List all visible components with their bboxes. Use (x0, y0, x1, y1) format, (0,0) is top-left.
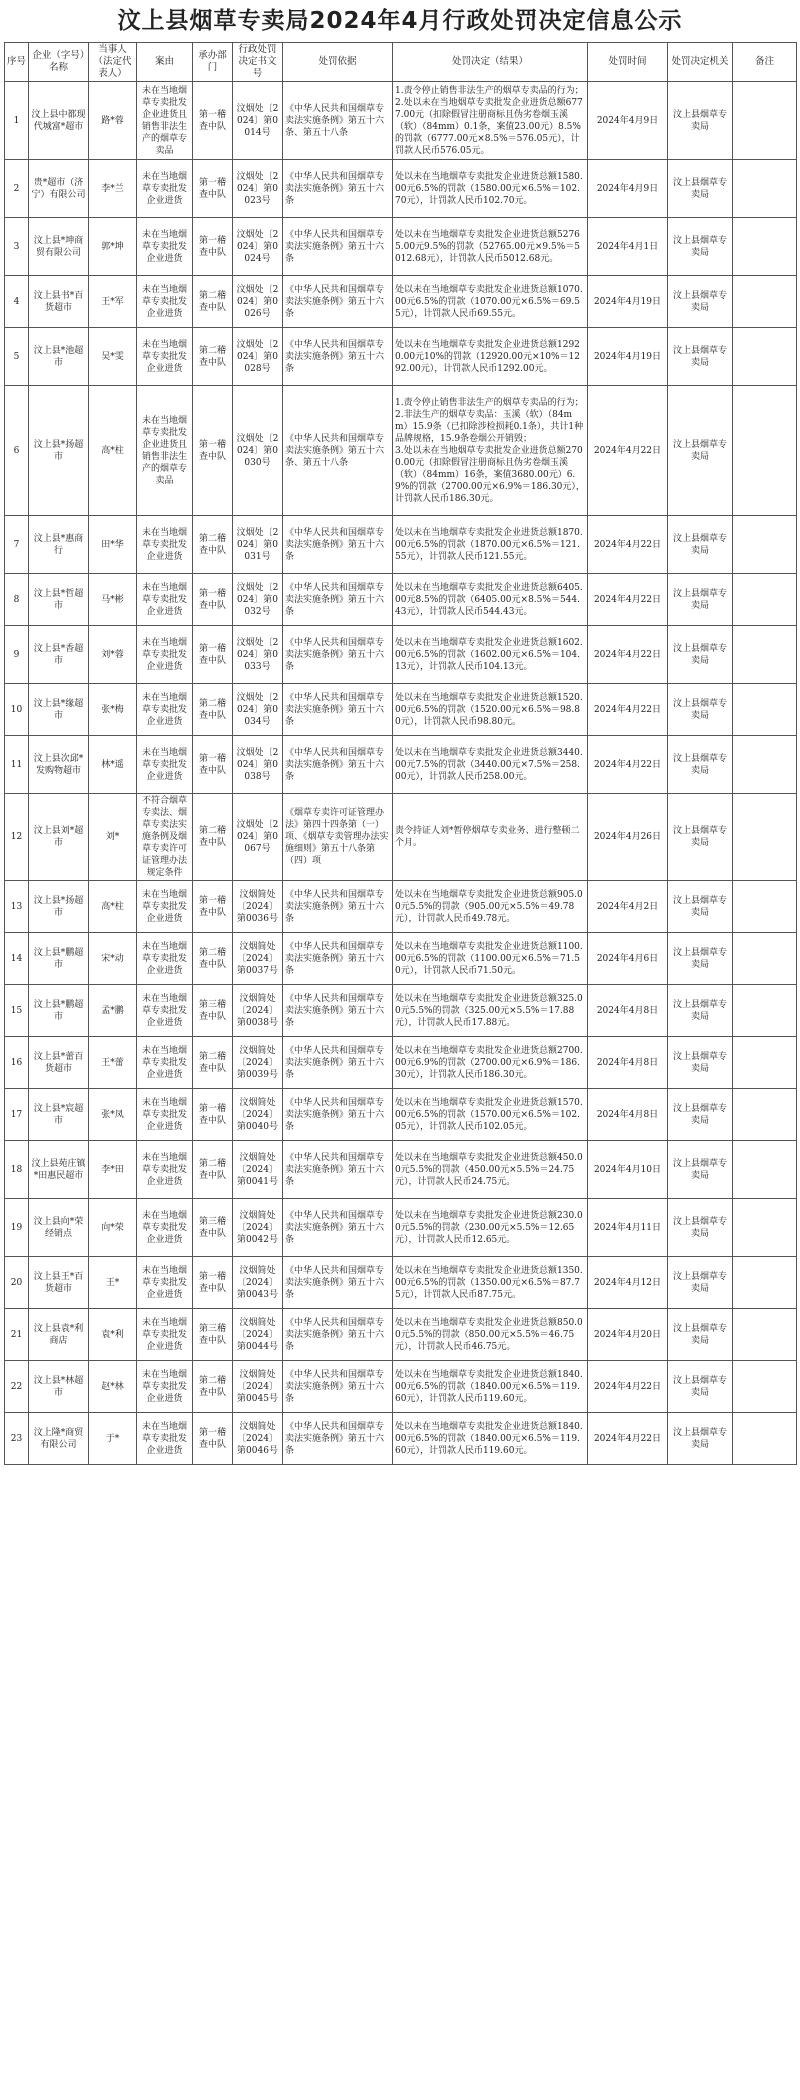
cell-time: 2024年4月22日 (588, 516, 668, 574)
cell-reason: 未在当地烟草专卖批发企业进货 (137, 218, 193, 276)
cell-seq: 5 (5, 328, 29, 386)
cell-party: 孟*鹏 (89, 985, 137, 1037)
table-row (5, 794, 797, 881)
cell-reason: 未在当地烟草专卖批发企业进货 (137, 1089, 193, 1141)
cell-enterprise: 汶上县*池超市 (29, 328, 89, 386)
header-enterprise: 企业（字号）名称 (29, 43, 89, 82)
cell-time: 2024年4月20日 (588, 1309, 668, 1361)
cell-remark (733, 1141, 797, 1199)
cell-time: 2024年4月22日 (588, 574, 668, 626)
cell-authority: 汶上县烟草专卖局 (668, 218, 733, 276)
cell-reason: 未在当地烟草专卖批发企业进货 (137, 574, 193, 626)
cell-dept: 第三稽查中队 (193, 1309, 233, 1361)
cell-remark (733, 1199, 797, 1257)
cell-seq: 7 (5, 516, 29, 574)
cell-seq: 23 (5, 1413, 29, 1465)
cell-doc-no: 汶烟简处〔2024〕第0038号 (233, 985, 283, 1037)
cell-enterprise: 汶上县*林超市 (29, 1361, 89, 1413)
cell-basis: 《中华人民共和国烟草专卖法实施条例》第五十六条 (283, 933, 393, 985)
cell-time: 2024年4月10日 (588, 1141, 668, 1199)
cell-doc-no: 汶烟简处〔2024〕第0036号 (233, 881, 283, 933)
cell-party: 王*蕾 (89, 1037, 137, 1089)
cell-dept: 第二稽查中队 (193, 516, 233, 574)
cell-decision: 处以未在当地烟草专卖批发企业进货总额905.00元5.5%的罚款（905.00元×5.5%＝49.78元），计罚款人民币49.78元。 (393, 881, 588, 933)
cell-time: 2024年4月26日 (588, 794, 668, 881)
cell-dept: 第一稽查中队 (193, 574, 233, 626)
cell-basis: 《中华人民共和国烟草专卖法实施条例》第五十六条 (283, 1199, 393, 1257)
cell-doc-no: 汶烟处〔2024〕第0028号 (233, 328, 283, 386)
cell-remark (733, 794, 797, 881)
cell-authority: 汶上县烟草专卖局 (668, 1089, 733, 1141)
cell-time: 2024年4月22日 (588, 1413, 668, 1465)
cell-seq: 12 (5, 794, 29, 881)
cell-authority: 汶上县烟草专卖局 (668, 386, 733, 516)
penalty-table (4, 42, 797, 1465)
cell-seq: 20 (5, 1257, 29, 1309)
cell-authority: 汶上县烟草专卖局 (668, 626, 733, 684)
table-row (5, 1309, 797, 1361)
cell-enterprise: 汶上县刘*超市 (29, 794, 89, 881)
cell-decision: 处以未在当地烟草专卖批发企业进货总额450.00元5.5%的罚款（450.00元×5.5%＝24.75元），计罚款人民币24.75元。 (393, 1141, 588, 1199)
cell-basis: 《中华人民共和国烟草专卖法实施条例》第五十六条 (283, 276, 393, 328)
cell-remark (733, 82, 797, 160)
cell-dept: 第一稽查中队 (193, 386, 233, 516)
cell-seq: 16 (5, 1037, 29, 1089)
cell-doc-no: 汶烟简处〔2024〕第0039号 (233, 1037, 283, 1089)
cell-enterprise: 汶上县*鹏超市 (29, 985, 89, 1037)
header-party: 当事人（法定代表人） (89, 43, 137, 82)
cell-remark (733, 1361, 797, 1413)
cell-authority: 汶上县烟草专卖局 (668, 933, 733, 985)
cell-dept: 第一稽查中队 (193, 160, 233, 218)
cell-seq: 4 (5, 276, 29, 328)
cell-remark (733, 1309, 797, 1361)
cell-party: 高*柱 (89, 881, 137, 933)
cell-dept: 第二稽查中队 (193, 794, 233, 881)
cell-doc-no: 汶烟处〔2024〕第0067号 (233, 794, 283, 881)
cell-enterprise: 汶上县*蕾百货超市 (29, 1037, 89, 1089)
table-row (5, 218, 797, 276)
cell-reason: 未在当地烟草专卖批发企业进货 (137, 626, 193, 684)
table-row (5, 1089, 797, 1141)
header-remark: 备注 (733, 43, 797, 82)
cell-remark (733, 626, 797, 684)
cell-party: 李*兰 (89, 160, 137, 218)
cell-remark (733, 933, 797, 985)
cell-authority: 汶上县烟草专卖局 (668, 82, 733, 160)
table-row (5, 985, 797, 1037)
cell-seq: 13 (5, 881, 29, 933)
cell-authority: 汶上县烟草专卖局 (668, 1413, 733, 1465)
cell-basis: 《中华人民共和国烟草专卖法实施条例》第五十六条 (283, 1413, 393, 1465)
cell-remark (733, 985, 797, 1037)
cell-dept: 第一稽查中队 (193, 82, 233, 160)
table-row (5, 684, 797, 736)
cell-seq: 17 (5, 1089, 29, 1141)
cell-reason: 未在当地烟草专卖批发企业进货且销售非法生产的烟草专卖品 (137, 82, 193, 160)
cell-remark (733, 276, 797, 328)
cell-reason: 未在当地烟草专卖批发企业进货 (137, 1309, 193, 1361)
cell-time: 2024年4月9日 (588, 82, 668, 160)
cell-reason: 未在当地烟草专卖批发企业进货 (137, 684, 193, 736)
table-row (5, 736, 797, 794)
cell-seq: 19 (5, 1199, 29, 1257)
cell-seq: 11 (5, 736, 29, 794)
cell-seq: 3 (5, 218, 29, 276)
cell-seq: 9 (5, 626, 29, 684)
cell-doc-no: 汶烟简处〔2024〕第0043号 (233, 1257, 283, 1309)
header-decision: 处罚决定（结果） (393, 43, 588, 82)
cell-basis: 《中华人民共和国烟草专卖法实施条例》第五十六条 (283, 1257, 393, 1309)
cell-doc-no: 汶烟处〔2024〕第0030号 (233, 386, 283, 516)
cell-authority: 汶上县烟草专卖局 (668, 516, 733, 574)
header-time: 处罚时间 (588, 43, 668, 82)
header-row (5, 43, 797, 82)
cell-authority: 汶上县烟草专卖局 (668, 736, 733, 794)
cell-decision: 处以未在当地烟草专卖批发企业进货总额1520.00元6.5%的罚款（1520.00元×6.5%＝98.80元），计罚款人民币98.80元。 (393, 684, 588, 736)
table-row (5, 1361, 797, 1413)
cell-reason: 未在当地烟草专卖批发企业进货 (137, 1037, 193, 1089)
cell-doc-no: 汶烟简处〔2024〕第0042号 (233, 1199, 283, 1257)
cell-decision: 处以未在当地烟草专卖批发企业进货总额1570.00元6.5%的罚款（1570.00元×6.5%＝102.05元），计罚款人民币102.05元。 (393, 1089, 588, 1141)
cell-reason: 未在当地烟草专卖批发企业进货 (137, 1257, 193, 1309)
cell-basis: 《中华人民共和国烟草专卖法实施条例》第五十六条、第五十八条 (283, 386, 393, 516)
cell-doc-no: 汶烟处〔2024〕第0034号 (233, 684, 283, 736)
table-row (5, 933, 797, 985)
cell-reason: 未在当地烟草专卖批发企业进货且销售非法生产的烟草专卖品 (137, 386, 193, 516)
cell-enterprise: 汶上县中都现代城富*超市 (29, 82, 89, 160)
cell-seq: 2 (5, 160, 29, 218)
cell-seq: 1 (5, 82, 29, 160)
cell-doc-no: 汶烟简处〔2024〕第0045号 (233, 1361, 283, 1413)
cell-dept: 第三稽查中队 (193, 985, 233, 1037)
cell-party: 刘* (89, 794, 137, 881)
cell-basis: 《中华人民共和国烟草专卖法实施条例》第五十六条 (283, 1361, 393, 1413)
cell-doc-no: 汶烟简处〔2024〕第0037号 (233, 933, 283, 985)
cell-basis: 《中华人民共和国烟草专卖法实施条例》第五十六条 (283, 684, 393, 736)
cell-time: 2024年4月1日 (588, 218, 668, 276)
cell-decision: 处以未在当地烟草专卖批发企业进货总额1870.00元6.5%的罚款（1870.00元×6.5%＝121.55元），计罚款人民币121.55元。 (393, 516, 588, 574)
table-row (5, 1037, 797, 1089)
header-authority: 处罚决定机关 (668, 43, 733, 82)
cell-authority: 汶上县烟草专卖局 (668, 160, 733, 218)
cell-enterprise: 汶上县*坤商贸有限公司 (29, 218, 89, 276)
cell-basis: 《中华人民共和国烟草专卖法实施条例》第五十六条 (283, 160, 393, 218)
table-body (5, 82, 797, 1465)
cell-party: 赵*林 (89, 1361, 137, 1413)
cell-authority: 汶上县烟草专卖局 (668, 574, 733, 626)
cell-basis: 《中华人民共和国烟草专卖法实施条例》第五十六条 (283, 574, 393, 626)
cell-dept: 第二稽查中队 (193, 933, 233, 985)
cell-reason: 未在当地烟草专卖批发企业进货 (137, 933, 193, 985)
cell-party: 林*遥 (89, 736, 137, 794)
header-doc-no: 行政处罚决定书文号 (233, 43, 283, 82)
cell-seq: 14 (5, 933, 29, 985)
cell-time: 2024年4月19日 (588, 328, 668, 386)
cell-authority: 汶上县烟草专卖局 (668, 328, 733, 386)
cell-decision: 处以未在当地烟草专卖批发企业进货总额230.00元5.5%的罚款（230.00元×5.5%＝12.65元），计罚款人民币12.65元。 (393, 1199, 588, 1257)
cell-party: 马*彬 (89, 574, 137, 626)
cell-basis: 《中华人民共和国烟草专卖法实施条例》第五十六条 (283, 881, 393, 933)
cell-time: 2024年4月11日 (588, 1199, 668, 1257)
cell-party: 田*华 (89, 516, 137, 574)
cell-doc-no: 汶烟处〔2024〕第0032号 (233, 574, 283, 626)
cell-authority: 汶上县烟草专卖局 (668, 1199, 733, 1257)
cell-time: 2024年4月6日 (588, 933, 668, 985)
cell-remark (733, 386, 797, 516)
cell-remark (733, 218, 797, 276)
cell-basis: 《中华人民共和国烟草专卖法实施条例》第五十六条 (283, 1141, 393, 1199)
cell-enterprise: 贵*超市（济宁）有限公司 (29, 160, 89, 218)
cell-basis: 《中华人民共和国烟草专卖法实施条例》第五十六条 (283, 1089, 393, 1141)
table-row (5, 1199, 797, 1257)
cell-time: 2024年4月8日 (588, 1089, 668, 1141)
cell-seq: 21 (5, 1309, 29, 1361)
cell-enterprise: 汶上县*鹏超市 (29, 933, 89, 985)
cell-reason: 未在当地烟草专卖批发企业进货 (137, 160, 193, 218)
cell-time: 2024年4月12日 (588, 1257, 668, 1309)
cell-time: 2024年4月22日 (588, 386, 668, 516)
cell-dept: 第二稽查中队 (193, 1037, 233, 1089)
cell-reason: 未在当地烟草专卖批发企业进货 (137, 1199, 193, 1257)
cell-doc-no: 汶烟处〔2024〕第0038号 (233, 736, 283, 794)
cell-basis: 《中华人民共和国烟草专卖法实施条例》第五十六条 (283, 516, 393, 574)
cell-doc-no: 汶烟处〔2024〕第0023号 (233, 160, 283, 218)
table-row (5, 276, 797, 328)
cell-enterprise: 汶上县*香超市 (29, 626, 89, 684)
cell-time: 2024年4月22日 (588, 626, 668, 684)
cell-enterprise: 汶上县*扬超市 (29, 386, 89, 516)
cell-authority: 汶上县烟草专卖局 (668, 1309, 733, 1361)
cell-decision: 处以未在当地烟草专卖批发企业进货总额850.00元5.5%的罚款（850.00元×5.5%＝46.75元），计罚款人民币46.75元。 (393, 1309, 588, 1361)
cell-decision: 1.责令停止销售非法生产的烟草专卖品的行为； 2.非法生产的烟草专卖品：玉溪（软）（84mm）15.9条（已扣除涉检损耗0.1条），共计1种品牌规格，15.9条卷烟公开销毁； 3.处以未在当地烟草专卖批发企业进货总额2700.00元（扣除假冒注册商标且伪劣卷烟玉溪（软）（84mm）16条，案值3680.00元）6.9%的罚款（2700.00元×6.9%＝186.30元），计罚款人民币186.30元。 (393, 386, 588, 516)
cell-dept: 第二稽查中队 (193, 1141, 233, 1199)
cell-basis: 《中华人民共和国烟草专卖法实施条例》第五十六条 (283, 1309, 393, 1361)
cell-decision: 处以未在当地烟草专卖批发企业进货总额1350.00元6.5%的罚款（1350.00元×6.5%＝87.75元），计罚款人民币87.75元。 (393, 1257, 588, 1309)
cell-enterprise: 汶上县向*荣经销点 (29, 1199, 89, 1257)
cell-enterprise: 汶上县袁*利商店 (29, 1309, 89, 1361)
cell-doc-no: 汶烟处〔2024〕第0033号 (233, 626, 283, 684)
cell-remark (733, 736, 797, 794)
cell-time: 2024年4月9日 (588, 160, 668, 218)
cell-basis: 《中华人民共和国烟草专卖法实施条例》第五十六条 (283, 328, 393, 386)
cell-authority: 汶上县烟草专卖局 (668, 1257, 733, 1309)
cell-party: 路*蓉 (89, 82, 137, 160)
cell-party: 吴*雯 (89, 328, 137, 386)
cell-reason: 未在当地烟草专卖批发企业进货 (137, 1141, 193, 1199)
cell-reason: 未在当地烟草专卖批发企业进货 (137, 516, 193, 574)
cell-enterprise: 汶上县王*百货超市 (29, 1257, 89, 1309)
cell-authority: 汶上县烟草专卖局 (668, 684, 733, 736)
table-row (5, 82, 797, 160)
cell-time: 2024年4月22日 (588, 736, 668, 794)
cell-authority: 汶上县烟草专卖局 (668, 1141, 733, 1199)
cell-enterprise: 汶上县*扬超市 (29, 881, 89, 933)
cell-time: 2024年4月22日 (588, 684, 668, 736)
cell-dept: 第一稽查中队 (193, 218, 233, 276)
header-basis: 处罚依据 (283, 43, 393, 82)
cell-authority: 汶上县烟草专卖局 (668, 881, 733, 933)
cell-decision: 处以未在当地烟草专卖批发企业进货总额6405.00元8.5%的罚款（6405.00元×8.5%＝544.43元），计罚款人民币544.43元。 (393, 574, 588, 626)
cell-party: 向*荣 (89, 1199, 137, 1257)
cell-basis: 《中华人民共和国烟草专卖法实施条例》第五十六条、第五十八条 (283, 82, 393, 160)
cell-time: 2024年4月8日 (588, 985, 668, 1037)
table-row (5, 881, 797, 933)
cell-seq: 15 (5, 985, 29, 1037)
cell-decision: 处以未在当地烟草专卖批发企业进货总额1100.00元6.5%的罚款（1100.00元×6.5%＝71.50元），计罚款人民币71.50元。 (393, 933, 588, 985)
cell-time: 2024年4月22日 (588, 1361, 668, 1413)
cell-decision: 处以未在当地烟草专卖批发企业进货总额1840.00元6.5%的罚款（1840.00元×6.5%＝119.60元），计罚款人民币119.60元。 (393, 1413, 588, 1465)
cell-decision: 1.责令停止销售非法生产的烟草专卖品的行为； 2.处以未在当地烟草专卖批发企业进货总额6777.00元（扣除假冒注册商标且伪劣卷烟玉溪（软）（84mm）0.1条，案值23.00元）8.5%的罚款（6777.00元×8.5%＝576.05元），计罚款人民币576.05元。 (393, 82, 588, 160)
cell-dept: 第二稽查中队 (193, 684, 233, 736)
cell-remark (733, 684, 797, 736)
cell-party: 高*柱 (89, 386, 137, 516)
cell-party: 袁*利 (89, 1309, 137, 1361)
cell-doc-no: 汶烟处〔2024〕第0031号 (233, 516, 283, 574)
cell-basis: 《中华人民共和国烟草专卖法实施条例》第五十六条 (283, 218, 393, 276)
cell-party: 李*田 (89, 1141, 137, 1199)
cell-basis: 《烟草专卖许可证管理办法》第四十四条第（一）项、《烟草专卖管理办法实施细则》第五十八条第（四）项 (283, 794, 393, 881)
cell-authority: 汶上县烟草专卖局 (668, 794, 733, 881)
cell-seq: 18 (5, 1141, 29, 1199)
cell-authority: 汶上县烟草专卖局 (668, 276, 733, 328)
cell-decision: 责令持证人刘*暂停烟草专卖业务、进行整顿二个月。 (393, 794, 588, 881)
cell-dept: 第一稽查中队 (193, 626, 233, 684)
cell-enterprise: 汶上县*惠商行 (29, 516, 89, 574)
cell-reason: 未在当地烟草专卖批发企业进货 (137, 1413, 193, 1465)
cell-party: 郭*坤 (89, 218, 137, 276)
cell-remark (733, 1413, 797, 1465)
cell-doc-no: 汶烟简处〔2024〕第0040号 (233, 1089, 283, 1141)
table-row (5, 1141, 797, 1199)
page-title: 汶上县烟草专卖局2024年4月行政处罚决定信息公示 (117, 8, 683, 34)
cell-remark (733, 328, 797, 386)
header-reason: 案由 (137, 43, 193, 82)
cell-remark (733, 881, 797, 933)
cell-party: 宋*动 (89, 933, 137, 985)
cell-enterprise: 汶上县*宸超市 (29, 1089, 89, 1141)
table-row (5, 516, 797, 574)
cell-remark (733, 516, 797, 574)
cell-doc-no: 汶烟简处〔2024〕第0041号 (233, 1141, 283, 1199)
cell-enterprise: 汶上县*哲超市 (29, 574, 89, 626)
cell-doc-no: 汶烟简处〔2024〕第0046号 (233, 1413, 283, 1465)
cell-reason: 不符合烟草专卖法、烟草专卖法实施条例及烟草专卖许可证管理办法规定条件 (137, 794, 193, 881)
cell-dept: 第二稽查中队 (193, 276, 233, 328)
cell-decision: 处以未在当地烟草专卖批发企业进货总额1580.00元6.5%的罚款（1580.00元×6.5%＝102.70元），计罚款人民币102.70元。 (393, 160, 588, 218)
cell-doc-no: 汶烟简处〔2024〕第0044号 (233, 1309, 283, 1361)
cell-dept: 第一稽查中队 (193, 1089, 233, 1141)
table-row (5, 328, 797, 386)
cell-doc-no: 汶烟处〔2024〕第0026号 (233, 276, 283, 328)
cell-basis: 《中华人民共和国烟草专卖法实施条例》第五十六条 (283, 736, 393, 794)
cell-enterprise: 汶上县苑庄镇*田惠民超市 (29, 1141, 89, 1199)
cell-dept: 第二稽查中队 (193, 328, 233, 386)
table-row (5, 386, 797, 516)
cell-reason: 未在当地烟草专卖批发企业进货 (137, 985, 193, 1037)
cell-authority: 汶上县烟草专卖局 (668, 1037, 733, 1089)
cell-remark (733, 1089, 797, 1141)
cell-time: 2024年4月8日 (588, 1037, 668, 1089)
cell-dept: 第一稽查中队 (193, 736, 233, 794)
cell-decision: 处以未在当地烟草专卖批发企业进货总额3440.00元7.5%的罚款（3440.00元×7.5%＝258.00元），计罚款人民币258.00元。 (393, 736, 588, 794)
cell-decision: 处以未在当地烟草专卖批发企业进货总额2700.00元6.9%的罚款（2700.00元×6.9%＝186.30元），计罚款人民币186.30元。 (393, 1037, 588, 1089)
cell-seq: 22 (5, 1361, 29, 1413)
cell-reason: 未在当地烟草专卖批发企业进货 (137, 1361, 193, 1413)
cell-decision: 处以未在当地烟草专卖批发企业进货总额12920.00元10%的罚款（12920.00元×10%＝1292.00元），计罚款人民币1292.00元。 (393, 328, 588, 386)
cell-decision: 处以未在当地烟草专卖批发企业进货总额52765.00元9.5%的罚款（52765.00元×9.5%＝5012.68元），计罚款人民币5012.68元。 (393, 218, 588, 276)
table-row (5, 1413, 797, 1465)
table-row (5, 1257, 797, 1309)
cell-remark (733, 1257, 797, 1309)
cell-decision: 处以未在当地烟草专卖批发企业进货总额1070.00元6.5%的罚款（1070.00元×6.5%＝69.55元），计罚款人民币69.55元。 (393, 276, 588, 328)
table-row (5, 626, 797, 684)
cell-seq: 8 (5, 574, 29, 626)
cell-doc-no: 汶烟处〔2024〕第0014号 (233, 82, 283, 160)
cell-party: 于* (89, 1413, 137, 1465)
cell-party: 刘*蓉 (89, 626, 137, 684)
cell-basis: 《中华人民共和国烟草专卖法实施条例》第五十六条 (283, 626, 393, 684)
cell-enterprise: 汶上县书*百货超市 (29, 276, 89, 328)
cell-party: 王*军 (89, 276, 137, 328)
cell-basis: 《中华人民共和国烟草专卖法实施条例》第五十六条 (283, 1037, 393, 1089)
cell-time: 2024年4月19日 (588, 276, 668, 328)
cell-enterprise: 汶上隆*商贸有限公司 (29, 1413, 89, 1465)
header-seq: 序号 (5, 43, 29, 82)
table-row (5, 160, 797, 218)
cell-time: 2024年4月2日 (588, 881, 668, 933)
cell-dept: 第一稽查中队 (193, 881, 233, 933)
cell-decision: 处以未在当地烟草专卖批发企业进货总额325.00元5.5%的罚款（325.00元×5.5%＝17.88元），计罚款人民币17.88元。 (393, 985, 588, 1037)
cell-basis: 《中华人民共和国烟草专卖法实施条例》第五十六条 (283, 985, 393, 1037)
cell-dept: 第二稽查中队 (193, 1361, 233, 1413)
cell-reason: 未在当地烟草专卖批发企业进货 (137, 328, 193, 386)
cell-dept: 第一稽查中队 (193, 1413, 233, 1465)
cell-seq: 10 (5, 684, 29, 736)
cell-remark (733, 160, 797, 218)
cell-doc-no: 汶烟处〔2024〕第0024号 (233, 218, 283, 276)
table-row (5, 574, 797, 626)
cell-dept: 第三稽查中队 (193, 1199, 233, 1257)
cell-dept: 第一稽查中队 (193, 1257, 233, 1309)
header-dept: 承办部门 (193, 43, 233, 82)
cell-reason: 未在当地烟草专卖批发企业进货 (137, 736, 193, 794)
cell-party: 张*凤 (89, 1089, 137, 1141)
cell-enterprise: 汶上县次邱*发购物超市 (29, 736, 89, 794)
cell-authority: 汶上县烟草专卖局 (668, 1361, 733, 1413)
cell-party: 王* (89, 1257, 137, 1309)
cell-decision: 处以未在当地烟草专卖批发企业进货总额1602.00元6.5%的罚款（1602.00元×6.5%＝104.13元），计罚款人民币104.13元。 (393, 626, 588, 684)
cell-remark (733, 574, 797, 626)
cell-enterprise: 汶上县*缘超市 (29, 684, 89, 736)
cell-reason: 未在当地烟草专卖批发企业进货 (137, 276, 193, 328)
cell-reason: 未在当地烟草专卖批发企业进货 (137, 881, 193, 933)
cell-remark (733, 1037, 797, 1089)
cell-decision: 处以未在当地烟草专卖批发企业进货总额1840.00元6.5%的罚款（1840.00元×6.5%＝119.60元），计罚款人民币119.60元。 (393, 1361, 588, 1413)
cell-seq: 6 (5, 386, 29, 516)
cell-party: 张*梅 (89, 684, 137, 736)
cell-authority: 汶上县烟草专卖局 (668, 985, 733, 1037)
